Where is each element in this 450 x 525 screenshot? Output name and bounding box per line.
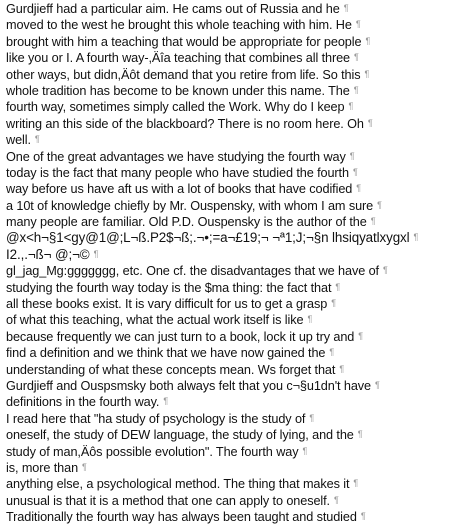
document-line (6, 180, 446, 196)
document-line (6, 393, 446, 409)
line-text: like you or I. A fourth way-,Äîa teaching that combines all three (6, 51, 351, 66)
line-text: whole tradition has become to be known under this name. The (6, 83, 350, 98)
pilcrow-icon: ¶ (364, 68, 370, 79)
pilcrow-icon: ¶ (357, 429, 363, 440)
document-line (6, 410, 446, 426)
document-line (6, 213, 446, 229)
line-text: find a definition and we think that we have now gained the (6, 346, 326, 361)
document-line (6, 262, 446, 278)
document-line (6, 377, 446, 393)
pilcrow-icon: ¶ (34, 134, 40, 145)
document-line (6, 33, 446, 49)
pilcrow-icon: ¶ (360, 511, 366, 522)
document-line (6, 229, 446, 245)
line-text: gl_jag_Mg:ggggggg, etc. One cf. the disadvantages that we have of (6, 264, 379, 279)
document-line (6, 426, 446, 442)
line-text: anything else, a psychological method. The thing that makes it (6, 477, 350, 492)
pilcrow-icon: ¶ (382, 265, 388, 276)
line-text: way before us have aft us with a lot of books that have codified (6, 182, 353, 197)
document-line (6, 492, 446, 508)
pilcrow-icon: ¶ (348, 101, 354, 112)
line-text: is, more than (6, 460, 79, 475)
line-text: writing an this side of the blackboard? There is no room here. Oh (6, 116, 364, 131)
line-text: a 10t of knowledge chiefly by Mr. Ouspensky, with whom I am sure (6, 198, 374, 213)
document-line (6, 443, 446, 459)
document-line (6, 164, 446, 180)
document-line (6, 344, 446, 360)
document-line (6, 66, 446, 82)
line-text: I read here that "ha study of psychology is the study of (6, 411, 306, 426)
line-text: @x<h¬§1<gy@1@;L¬ß.P2$¬ß;.¬•;=a¬£19;¬ ¬ª1;J;¬§n lhsiqyatlxygxl (6, 230, 410, 246)
document-line (6, 246, 446, 262)
document-line (6, 328, 446, 344)
line-text: moved to the west he brought this whole teaching with him. He (6, 18, 352, 33)
document-line (6, 115, 446, 131)
line-text: One of the great advantages we have studying the fourth way (6, 149, 346, 164)
line-text: studying the fourth way today is the $ma thing: the fact that (6, 280, 332, 295)
line-text: Gurdjieff had a particular aim. He cams out of Russia and he (6, 2, 340, 16)
pilcrow-icon: ¶ (355, 19, 361, 30)
document-page (6, 0, 446, 525)
pilcrow-icon: ¶ (349, 150, 355, 161)
line-text: many people are familiar. Old P.D. Ouspensky is the author of the (6, 215, 367, 230)
pilcrow-icon: ¶ (375, 379, 380, 390)
pilcrow-icon: ¶ (82, 461, 87, 472)
document-line (6, 148, 446, 164)
document-line (6, 311, 446, 327)
document-line (6, 82, 446, 98)
document-line (6, 459, 446, 475)
pilcrow-icon: ¶ (353, 84, 359, 95)
document-line (6, 295, 446, 311)
document-line (6, 279, 446, 295)
line-text: fourth way, sometimes simply called the Work. Why do I keep (6, 100, 345, 115)
document-line (6, 0, 446, 16)
document-line (6, 361, 446, 377)
document-line (6, 98, 446, 114)
line-text: Traditionally the fourth way has always been taught and studied (6, 510, 357, 525)
pilcrow-icon: ¶ (377, 199, 382, 210)
pilcrow-icon: ¶ (352, 166, 358, 177)
pilcrow-icon: ¶ (331, 298, 336, 309)
document-line (6, 475, 446, 491)
line-text: unusual is that it is a method that one can apply to oneself. (6, 493, 330, 508)
document-line (6, 16, 446, 32)
line-text: oneself, the study of DEW language, the study of lying, and the (6, 428, 354, 443)
pilcrow-icon: ¶ (370, 216, 376, 227)
pilcrow-icon: ¶ (353, 478, 359, 489)
pilcrow-icon: ¶ (163, 396, 169, 407)
pilcrow-icon: ¶ (343, 3, 349, 13)
document-line (6, 197, 446, 213)
pilcrow-icon: ¶ (329, 347, 335, 358)
line-text: today is the fact that many people who have studied the fourth (6, 165, 349, 180)
pilcrow-icon: ¶ (365, 35, 371, 46)
line-text: understanding of what these concepts mean. Ws forget that (6, 362, 336, 377)
pilcrow-icon: ¶ (356, 183, 361, 194)
pilcrow-icon: ¶ (335, 281, 341, 292)
line-text: study of man,Äôs possible evolution". The fourth way (6, 444, 299, 459)
pilcrow-icon: ¶ (354, 52, 359, 63)
pilcrow-icon: ¶ (358, 330, 363, 341)
line-text: other ways, but didn,Äôt demand that you retire from life. So this (6, 67, 361, 82)
line-text: because frequently we can just turn to a book, lock it up try and (6, 329, 355, 344)
pilcrow-icon: ¶ (334, 494, 339, 505)
pilcrow-icon: ¶ (339, 363, 345, 374)
line-text: well. (6, 133, 31, 148)
pilcrow-icon: ¶ (367, 117, 373, 128)
line-text: I2.,.¬ß¬ @;¬© (6, 246, 90, 262)
document-line (6, 49, 446, 65)
line-text: brought with him a teaching that would be appropriate for people (6, 34, 362, 49)
document-line (6, 508, 446, 525)
pilcrow-icon: ¶ (413, 232, 419, 243)
pilcrow-icon: ¶ (302, 445, 308, 456)
line-text: definitions in the fourth way. (6, 395, 160, 410)
pilcrow-icon: ¶ (307, 314, 313, 325)
pilcrow-icon: ¶ (309, 412, 315, 423)
document-line (6, 131, 446, 147)
line-text: all these books exist. It is vary difficult for us to get a grasp (6, 297, 328, 312)
line-text: of what this teaching, what the actual work itself is like (6, 313, 304, 328)
line-text: Gurdjieff and Ouspsmsky both always felt that you c¬§u1dn't have (6, 378, 371, 393)
pilcrow-icon: ¶ (93, 248, 99, 259)
